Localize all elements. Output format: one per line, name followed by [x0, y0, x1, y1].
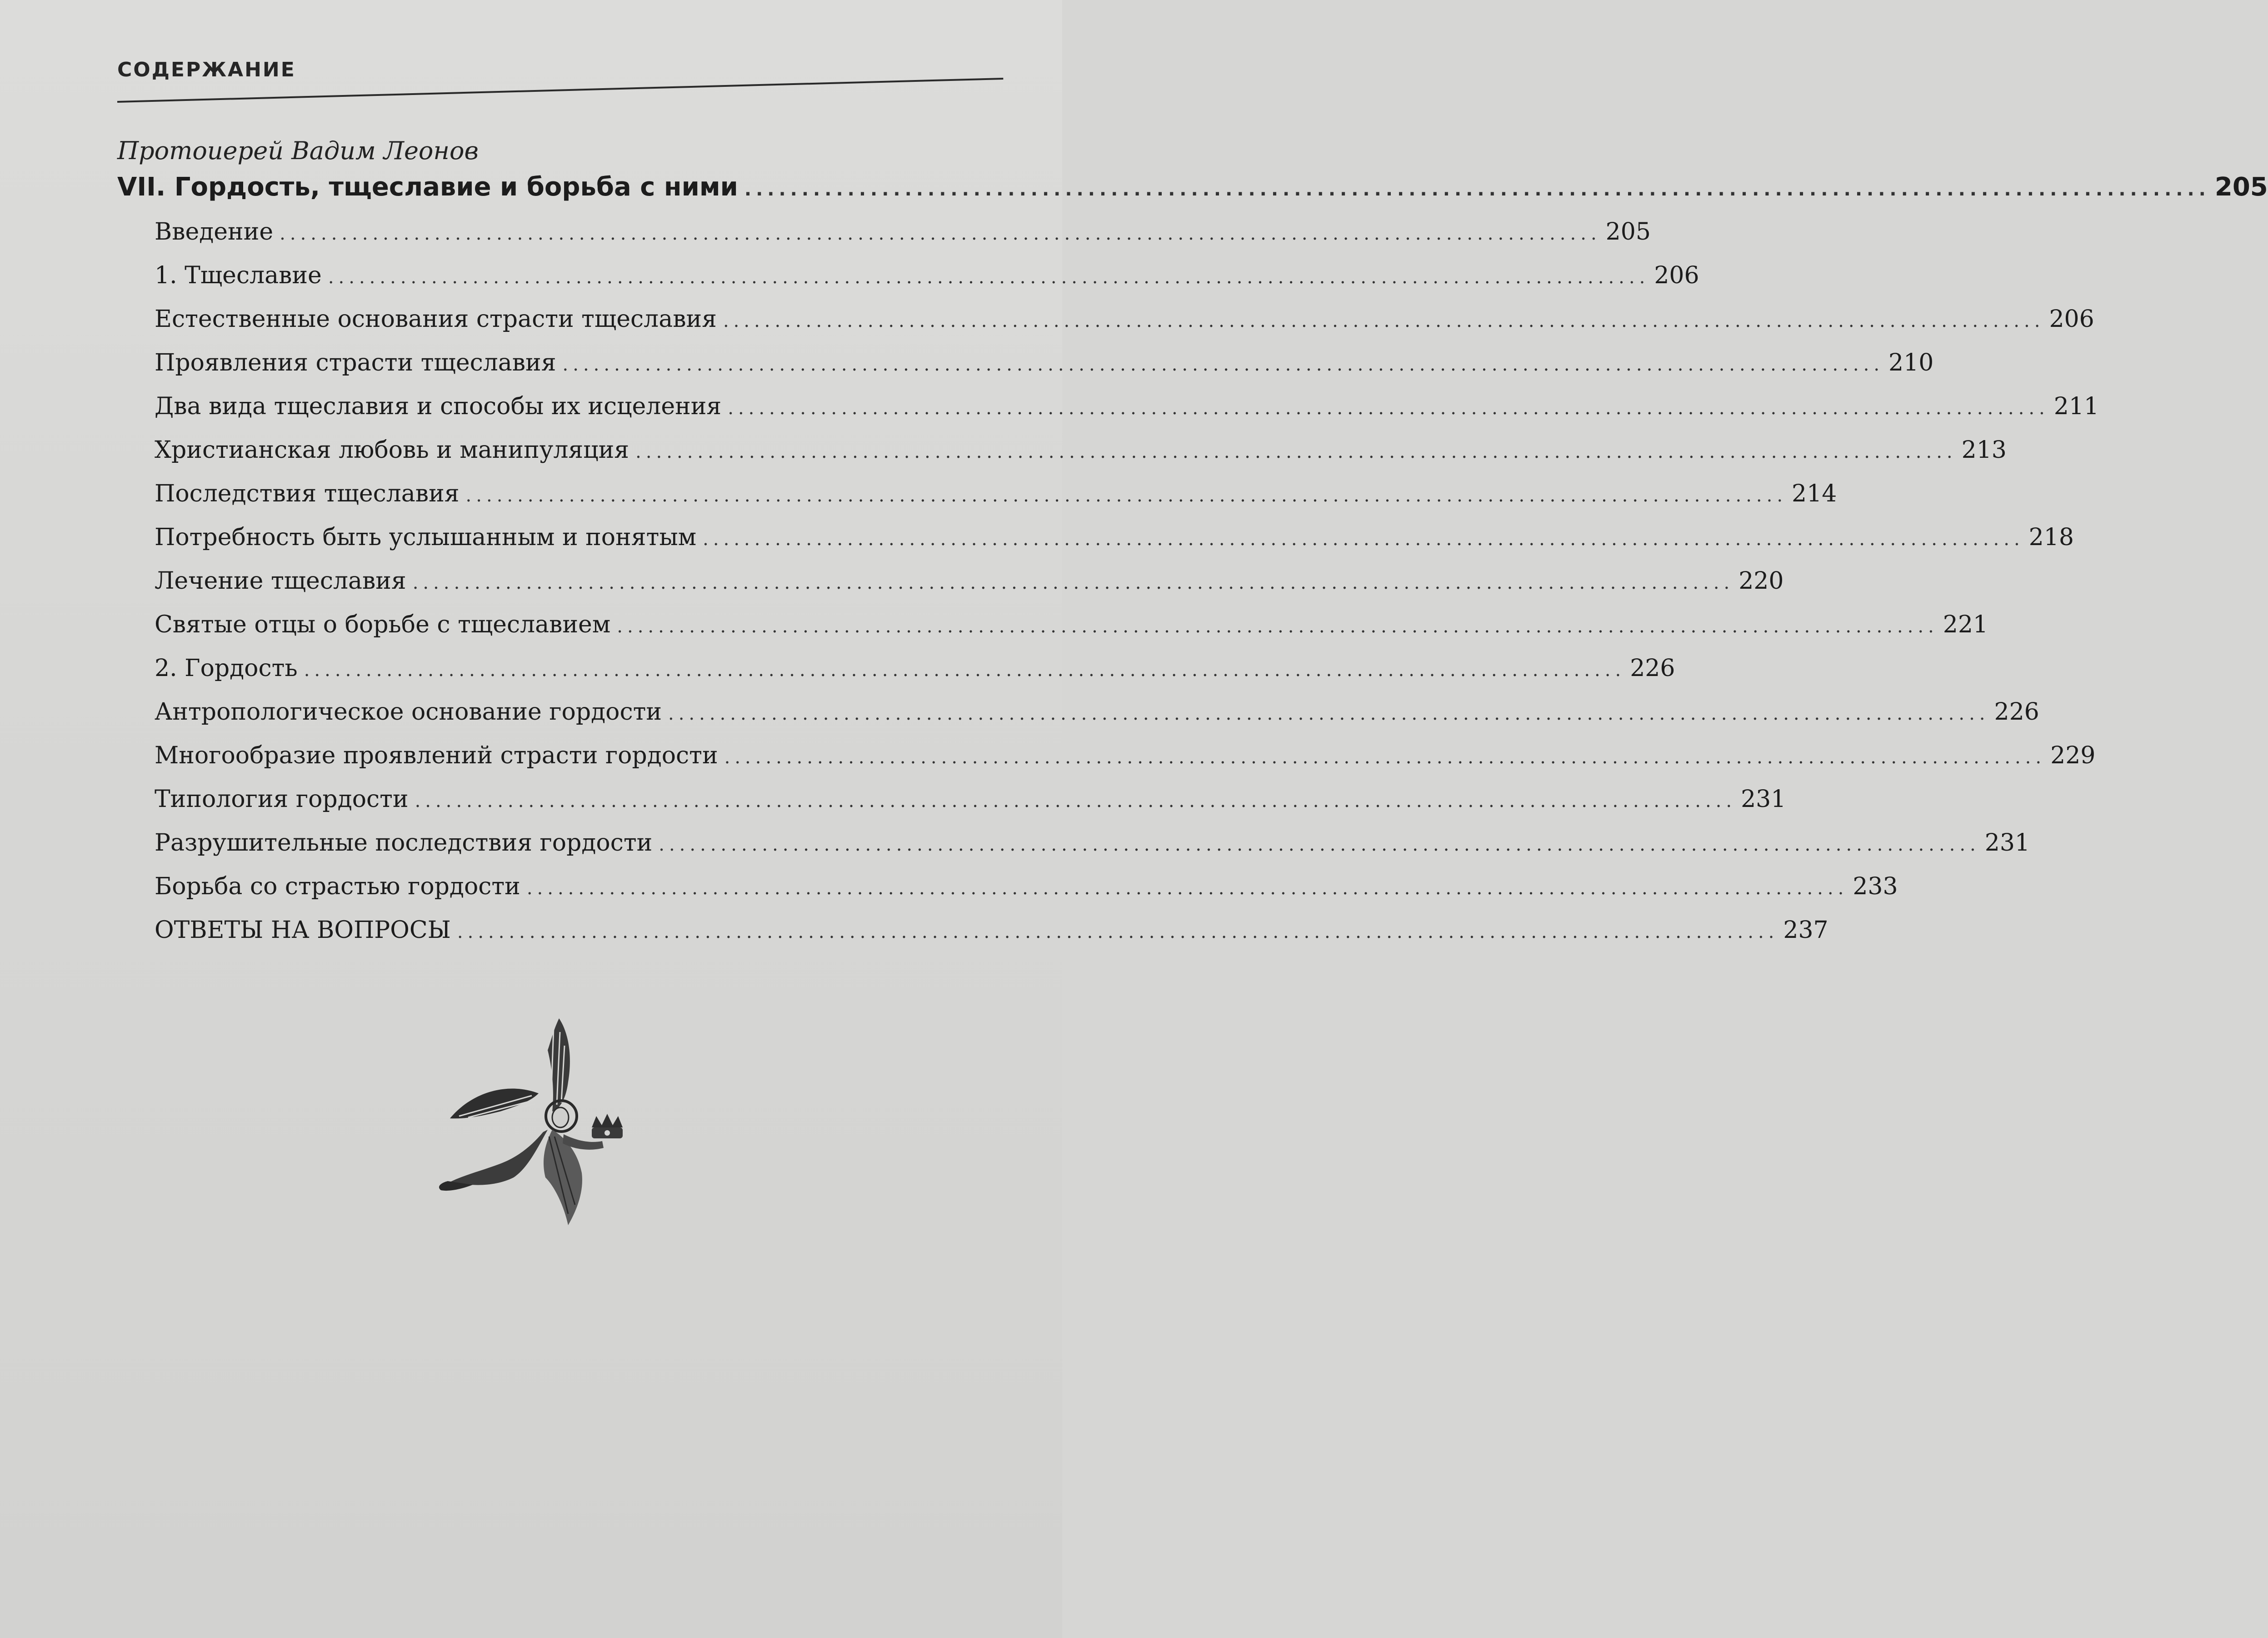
toc-entry[interactable]: [155, 825, 2030, 861]
entry-page-number: 237: [1783, 917, 1828, 944]
chapter-title: VII. Гордость, тщеславие и борьба с ними: [117, 172, 738, 202]
dot-leader: ................................................................................................................................: [724, 747, 2046, 768]
toc-entry[interactable]: [155, 563, 1784, 599]
entry-page-number: 206: [1654, 262, 1699, 289]
toc-entry[interactable]: [155, 214, 1651, 250]
entry-title: 1. Тщеславие: [155, 262, 322, 289]
entry-page-number: 210: [1888, 349, 1934, 376]
entry-title: Два вида тщеславия и способы их исцеления: [155, 393, 722, 420]
header-rule: [117, 78, 1003, 103]
entry-page-number: 205: [1605, 218, 1651, 245]
toc-entry[interactable]: [155, 694, 2039, 730]
entry-title: 2. Гордость: [155, 655, 298, 682]
entry-title: Святые отцы о борьбе с тщеславием: [155, 611, 611, 638]
toc-entry[interactable]: [155, 301, 2094, 337]
entry-page-number: 229: [2050, 742, 2096, 769]
toc-entry[interactable]: [155, 606, 1988, 643]
entry-page-number: 213: [1961, 436, 2007, 464]
entry-title: Последствия тщеславия: [155, 480, 460, 507]
dot-leader: ................................................................................................................................: [280, 223, 1601, 244]
entry-title: ОТВЕТЫ НА ВОПРОСЫ: [155, 917, 451, 944]
entry-title: Разрушительные последствия гордости: [155, 829, 653, 857]
dot-leader: ................................................................................................................................: [723, 311, 2045, 331]
dot-leader: ................................................................................................................................: [728, 398, 2049, 419]
entry-page-number: 206: [2049, 306, 2094, 333]
toc-entry[interactable]: [155, 519, 2074, 556]
toc-entry[interactable]: [155, 912, 1828, 948]
entry-title: Христианская любовь и манипуляция: [155, 436, 629, 464]
chapter-page-number: 205: [2214, 172, 2268, 202]
toc-entry[interactable]: [155, 257, 1699, 294]
dot-leader: ................................................................................................................................: [744, 179, 2210, 200]
dot-leader: ................................................................................................................................: [526, 878, 1848, 899]
dot-leader: ................................................................................................................................: [617, 616, 1938, 637]
angel-illustration-icon: [432, 1014, 632, 1232]
entry-title: Борьба со страстью гордости: [155, 873, 520, 900]
dot-leader: ................................................................................................................................: [703, 529, 2024, 550]
toc-entry[interactable]: [155, 388, 2099, 425]
dot-leader: ................................................................................................................................: [304, 660, 1626, 681]
entry-page-number: 221: [1943, 611, 1988, 638]
dot-leader: ................................................................................................................................: [659, 834, 1980, 855]
entry-title: Потребность быть услышанным и понятым: [155, 524, 697, 551]
toc-entry[interactable]: [155, 345, 1934, 381]
entry-page-number: 226: [1630, 655, 1675, 682]
entry-title: Введение: [155, 218, 274, 245]
entry-page-number: 211: [2053, 393, 2099, 420]
author-name: Протоиерей Вадим Леонов: [117, 136, 479, 165]
toc-entry[interactable]: [155, 476, 1837, 512]
running-header: СОДЕРЖАНИЕ: [117, 58, 296, 81]
entry-page-number: 214: [1792, 480, 1837, 507]
dot-leader: ................................................................................................................................: [415, 791, 1737, 811]
dot-leader: ................................................................................................................................: [562, 354, 1884, 375]
dot-leader: ................................................................................................................................: [668, 703, 1990, 724]
entry-page-number: 231: [1984, 829, 2030, 857]
entry-title: Лечение тщеславия: [155, 567, 406, 595]
entry-page-number: 226: [1994, 698, 2039, 726]
entry-title: Естественные основания страсти тщеславия: [155, 306, 717, 333]
entry-title: Многообразие проявлений страсти гордости: [155, 742, 718, 769]
toc-entry[interactable]: [155, 650, 1675, 686]
entry-page-number: 218: [2028, 524, 2074, 551]
dot-leader: ................................................................................................................................: [328, 267, 1650, 288]
toc-entry[interactable]: [155, 868, 1898, 905]
toc-entry[interactable]: [155, 781, 1786, 817]
dot-leader: ................................................................................................................................: [457, 922, 1779, 942]
dot-leader: ................................................................................................................................: [465, 485, 1788, 506]
entry-title: Проявления страсти тщеславия: [155, 349, 556, 376]
entry-page-number: 233: [1853, 873, 1898, 900]
entry-title: Антропологическое основание гордости: [155, 698, 662, 726]
entry-title: Типология гордости: [155, 786, 409, 813]
entry-page-number: 220: [1738, 567, 1784, 595]
toc-chapter-row[interactable]: [117, 169, 2268, 205]
toc-entry[interactable]: [155, 432, 2007, 468]
entry-page-number: 231: [1741, 786, 1786, 813]
toc-entry[interactable]: [155, 737, 2096, 774]
dot-leader: ................................................................................................................................: [412, 572, 1734, 593]
dot-leader: ................................................................................................................................: [635, 441, 1957, 462]
